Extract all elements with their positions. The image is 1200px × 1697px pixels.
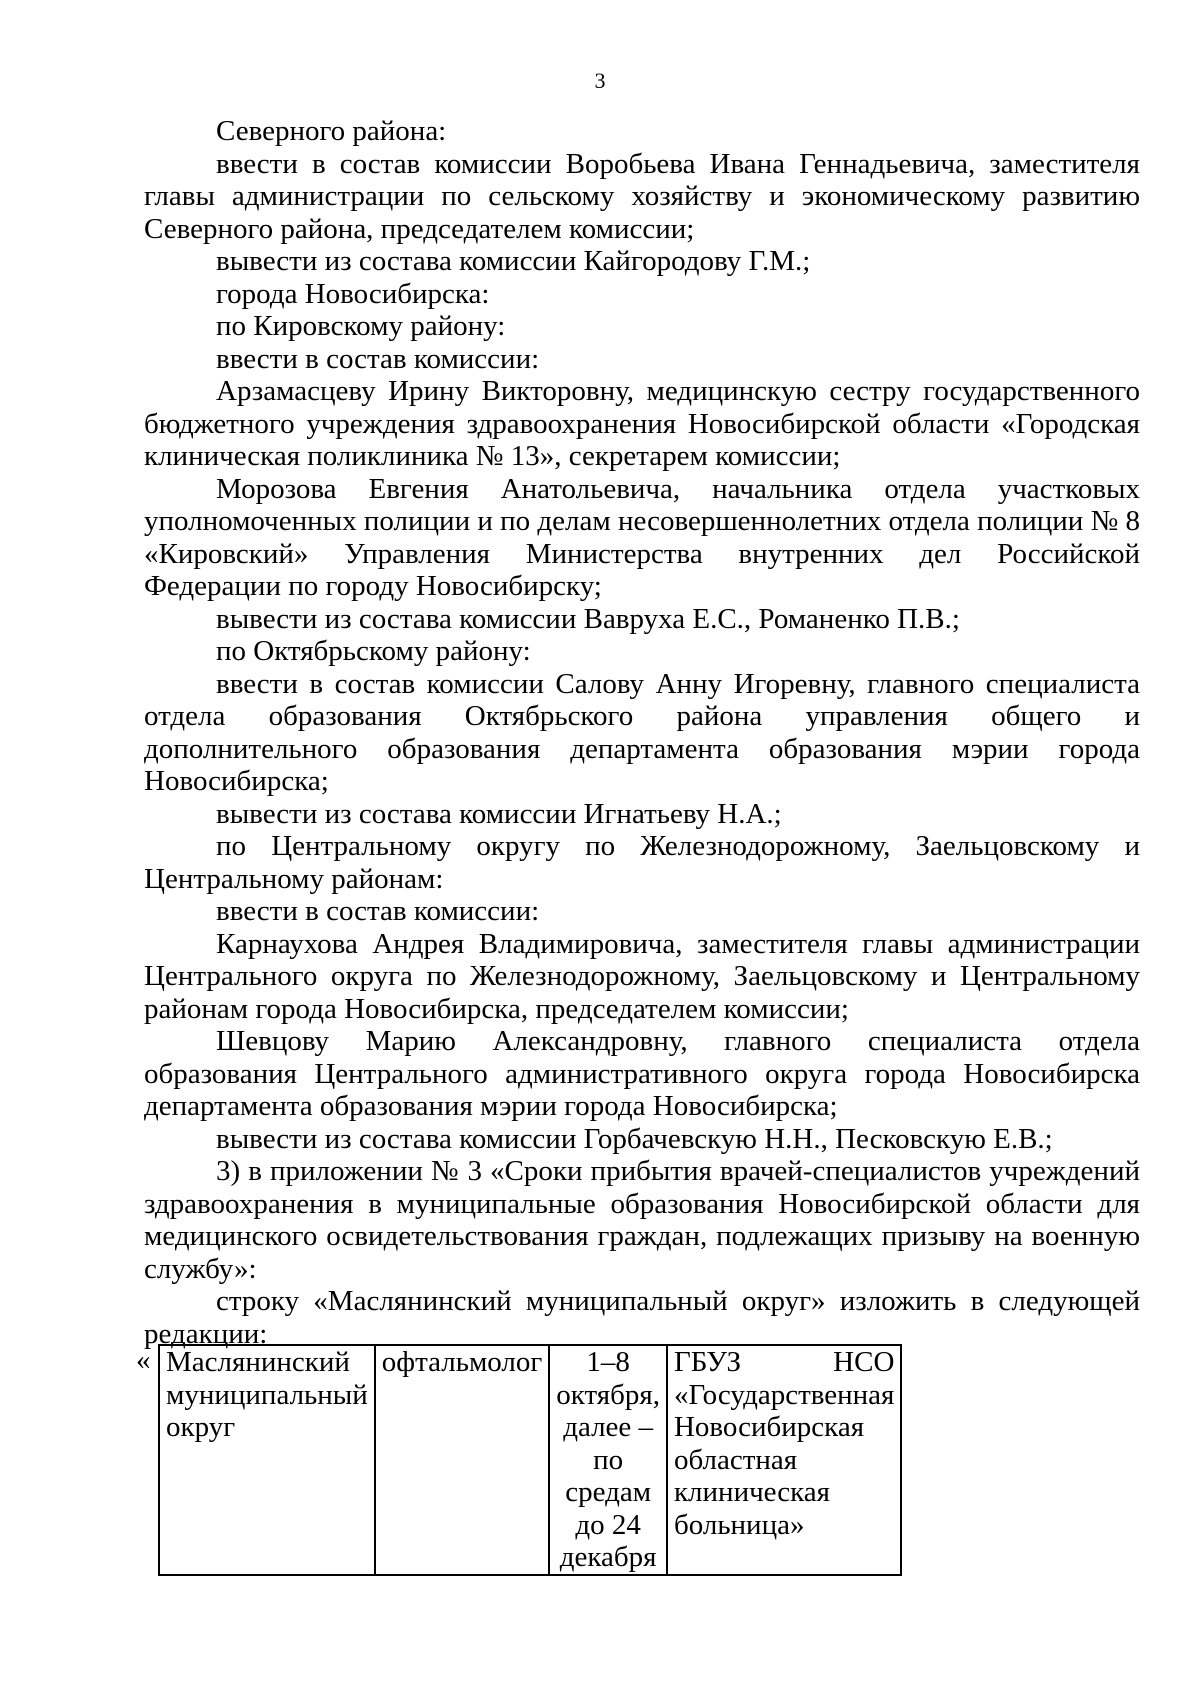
paragraph: Арзамасцеву Ирину Викторовну, медицинскую сестру государственного бюджетного учреждения здравоохранения Новосибирской области «Городская клиническая поликлиника № 13», секретарем комиссии; — [144, 375, 1140, 472]
paragraph: ввести в состав комиссии Воробьева Ивана Геннадьевича, заместителя главы администрации по сельскому хозяйству и экономическому развитию Северного района, председателем комиссии; — [144, 147, 1140, 245]
paragraph: ввести в состав комиссии: — [216, 342, 540, 375]
hospital-line: ГБУЗ НСО «Государственная — [673, 1346, 895, 1411]
paragraph: вывести из состава комиссии Игнатьеву Н.А.; — [216, 797, 782, 830]
dates-line: далее – — [563, 1411, 654, 1443]
dates-line: по средам — [565, 1443, 652, 1508]
dates-line: 1–8 — [586, 1346, 630, 1378]
paragraph: строку «Маслянинский муниципальный округ» изложить в следующей редакции: — [144, 1285, 1140, 1350]
district-line: Маслянинский — [166, 1346, 350, 1378]
paragraph: ввести в состав комиссии Салову Анну Игоревну, главного специалиста отдела образования Октябрьского района управления общего и дополнительного образования департамента образования мэрии города Новосибирска; — [144, 667, 1140, 797]
district-cell — [159, 1345, 375, 1575]
specialist-cell — [375, 1345, 549, 1575]
district-line: муниципальный — [166, 1378, 368, 1411]
opening-quote: « — [136, 1344, 151, 1376]
paragraph: Морозова Евгения Анатольевича, начальника отдела участковых уполномоченных полиции и по делам несовершеннолетних отдела полиции № 8 «Кировский» Управления Министерства внутренних дел Российской Федерации по городу Новосибирску; — [144, 472, 1140, 602]
paragraph: города Новосибирска: — [216, 277, 490, 310]
dates-line: до 24 — [575, 1508, 641, 1541]
hospital-line: Новосибирская областная — [673, 1411, 865, 1476]
paragraph: Карнаухова Андрея Владимировича, заместителя главы администрации Центрального округа по Железнодорожному, Заельцовскому и Центральному районам города Новосибирска, председателем комиссии; — [144, 927, 1140, 1025]
paragraph: по Октябрьскому району: — [216, 635, 531, 667]
page-number: 3 — [594, 68, 606, 93]
paragraph: по Кировскому району: — [216, 310, 506, 342]
paragraph: вывести из состава комиссии Горбачевскую Н.Н., Песковскую Е.В.; — [216, 1122, 1053, 1155]
appendix-table — [158, 1344, 902, 1576]
dates-line: декабря — [559, 1541, 657, 1573]
table-row — [159, 1345, 901, 1575]
specialist-text: офтальмолог — [381, 1346, 543, 1378]
paragraph: вывести из состава комиссии Кайгородову Г.М.; — [216, 245, 811, 277]
paragraph: Северного района: — [216, 115, 447, 147]
paragraph: Шевцову Марию Александровну, главного специалиста отдела образования Центрального административного округа города Новосибирска департамента образования мэрии города Новосибирска; — [144, 1025, 1140, 1122]
paragraph: по Центральному округу по Железнодорожному, Заельцовскому и Центральному районам: — [144, 830, 1140, 895]
body-text — [144, 115, 1140, 1350]
paragraph: 3) в приложении № 3 «Сроки прибытия врачей-специалистов учреждений здравоохранения в муниципальные образования Новосибирской области для медицинского освидетельствования граждан, подлежащих призыву на военную службу»: — [144, 1155, 1140, 1285]
district-line: округ — [166, 1411, 236, 1443]
dates-cell — [549, 1345, 667, 1575]
paragraph: ввести в состав комиссии: — [216, 895, 540, 927]
dates-line: октября, — [556, 1378, 660, 1411]
hospital-line: клиническая больница» — [673, 1476, 830, 1541]
paragraph: вывести из состава комиссии Вавруха Е.С., Романенко П.В.; — [216, 602, 960, 635]
hospital-cell — [667, 1345, 901, 1575]
